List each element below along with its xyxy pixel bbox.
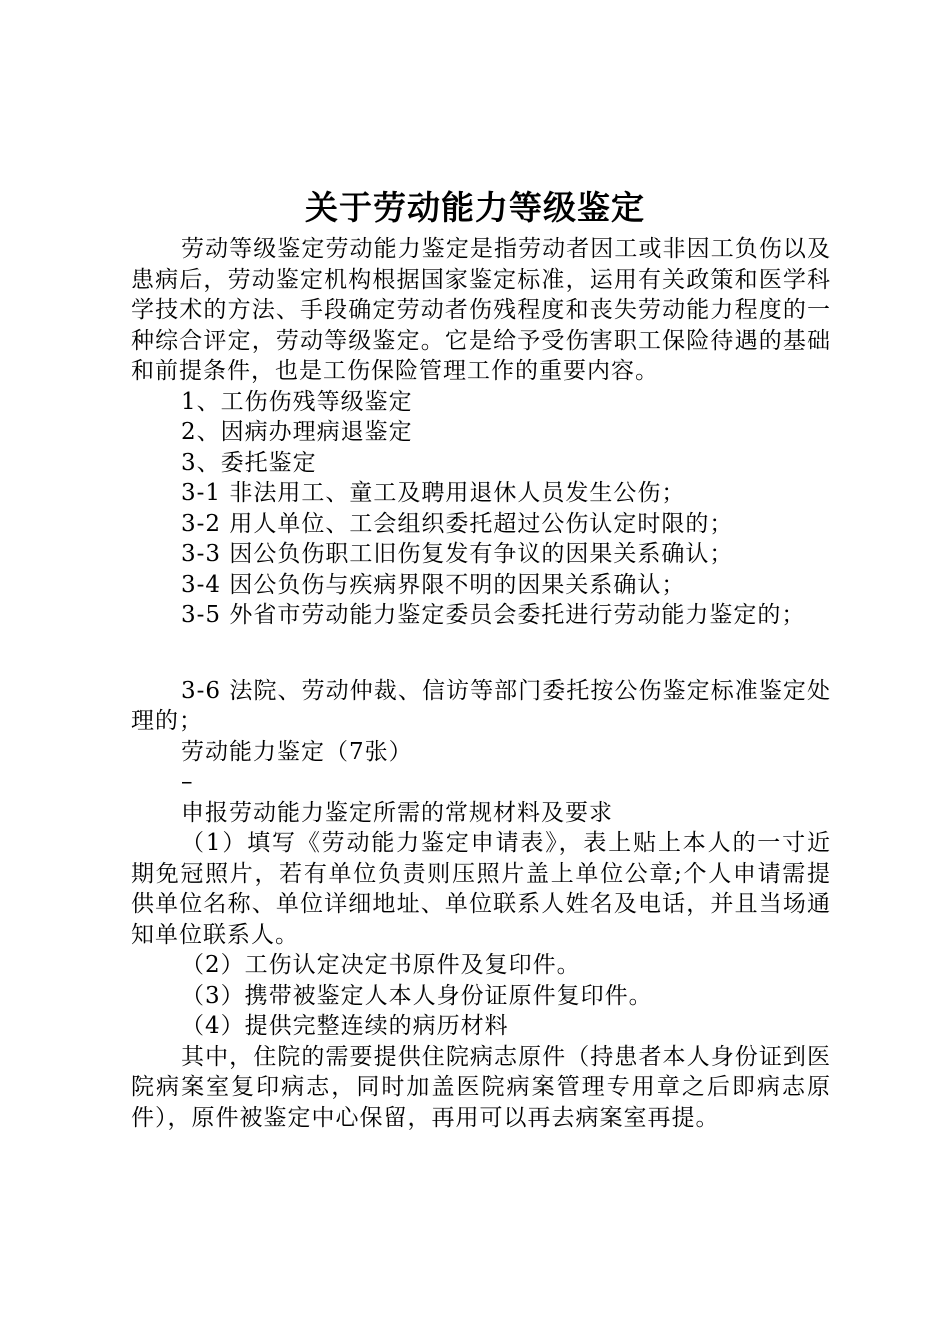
closing-paragraph: 其中，住院的需要提供住院病志原件（持患者本人身份证到医院病案室复印病志，同时加盖医院病案管理专用章之后即病志原件），原件被鉴定中心保留，再用可以再去病案室再提。	[131, 1043, 831, 1131]
requirement-1: （1）填写《劳动能力鉴定申请表》，表上贴上本人的一寸近期免冠照片，若有单位负责则压照片盖上单位公章;个人申请需提供单位名称、单位详细地址、单位联系人姓名及电话，并且当场通知单位联系人。	[131, 830, 831, 948]
list-item: 3、委托鉴定	[181, 449, 317, 476]
requirement-3: （3）携带被鉴定人本人身份证原件复印件。	[181, 982, 653, 1009]
materials-heading: 申报劳动能力鉴定所需的常规材料及要求	[181, 799, 613, 826]
dash-line: –	[181, 769, 194, 795]
document-body	[131, 234, 831, 1133]
requirement-4: （4）提供完整连续的病历材料	[181, 1013, 509, 1039]
document-title: 关于劳动能力等级鉴定	[305, 188, 645, 227]
list-item-3-6: 3-6 法院、劳动仲裁、信访等部门委托按公伤鉴定标准鉴定处理的；	[131, 677, 831, 734]
list-item: 3-4 因公负伤与疾病界限不明的因果关系确认；	[181, 571, 686, 598]
list-item: 2、因病办理病退鉴定	[181, 419, 413, 445]
requirement-2: （2）工伤认定决定书原件及复印件。	[181, 952, 581, 978]
list-item: 1、工伤伤残等级鉴定	[181, 388, 413, 415]
blank-gap	[131, 631, 831, 676]
list-item: 3-2 用人单位、工会组织委托超过公伤认定时限的；	[181, 510, 734, 537]
list-item: 3-1 非法用工、童工及聘用退休人员发生公伤；	[181, 480, 686, 506]
labor-ability-line: 劳动能力鉴定（7张）	[181, 738, 413, 765]
list-item: 3-5 外省市劳动能力鉴定委员会委托进行劳动能力鉴定的；	[181, 602, 806, 628]
list-item: 3-3 因公负伤职工旧伤复发有争议的因果关系确认；	[181, 541, 734, 567]
intro-paragraph: 劳动等级鉴定劳动能力鉴定是指劳动者因工或非因工负伤以及患病后，劳动鉴定机构根据国家鉴定标准，运用有关政策和医学科学技术的方法、手段确定劳动者伤残程度和丧失劳动能力程度的一种综合评定，劳动等级鉴定。它是给予受伤害职工保险待遇的基础和前提条件，也是工伤保险管理工作的重要内容。	[131, 236, 831, 384]
